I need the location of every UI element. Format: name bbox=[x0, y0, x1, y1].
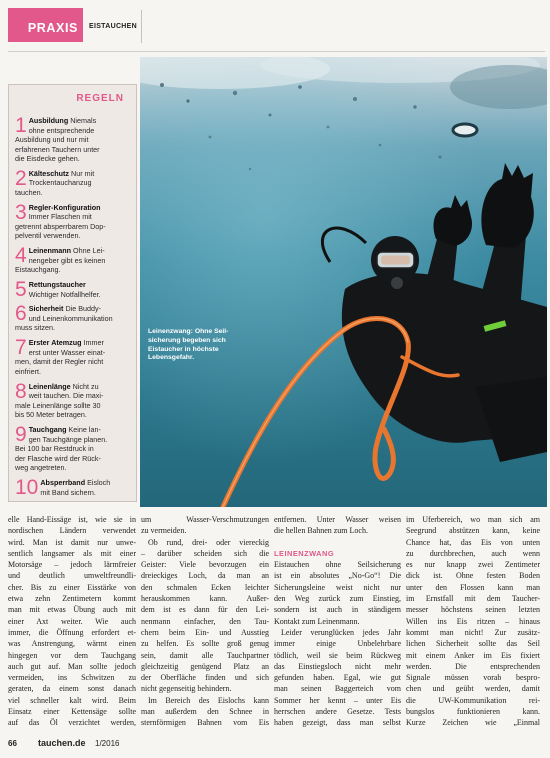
rule-item bbox=[15, 116, 132, 164]
rule-line bbox=[15, 246, 132, 256]
rule-line bbox=[15, 280, 132, 290]
rule-line: erst unter Wasser einat- bbox=[28, 347, 106, 357]
rule-number: 4 bbox=[15, 246, 27, 268]
text-line: sein, damit alle Tauchpartner bbox=[141, 650, 269, 660]
rule-title: Sicherheit bbox=[28, 304, 64, 314]
issue-label: 1/2016 bbox=[95, 739, 120, 748]
text-line: Chance hat, das Eis von unten bbox=[406, 537, 540, 547]
text-line: entfernen. Unter Wasser weisen bbox=[274, 515, 401, 524]
rule-line bbox=[15, 116, 132, 126]
rule-title: Regler-Konfiguration bbox=[28, 202, 101, 212]
rule-line: pelventil verwenden. bbox=[15, 231, 81, 241]
text-line: im Uferbereich, wo man sich am bbox=[406, 515, 540, 524]
rule-line: tauchen. bbox=[15, 187, 43, 197]
text-column-4 bbox=[406, 514, 540, 729]
text-line: elle Hand-Eissäge ist, wie sie in bbox=[8, 515, 136, 524]
text-line: wird. Man ist damit nur unwe- bbox=[8, 537, 136, 547]
rule-line: bis 50 Meter betragen. bbox=[15, 410, 87, 420]
rule-text: Eisloch bbox=[87, 478, 111, 488]
rule-number: 10 bbox=[15, 478, 39, 498]
text-line: haben gezeigt, dass man selbst bbox=[274, 718, 401, 728]
rule-item bbox=[15, 203, 132, 241]
text-line: Geister: Viele bevorzugen ein bbox=[141, 560, 269, 570]
rule-item bbox=[15, 246, 132, 275]
text-line: dem ist es dann für den Lei- bbox=[141, 605, 269, 615]
text-line: was Anstrengung, wärmt einen bbox=[8, 639, 136, 649]
rule-number: 9 bbox=[15, 425, 27, 447]
rule-line bbox=[15, 425, 132, 435]
text-line: es nur knapp zwei Zentimeter bbox=[406, 560, 540, 570]
publication-name: tauchen.de bbox=[38, 738, 86, 748]
ice-hole-marker bbox=[453, 124, 477, 136]
rule-line: gen Tauchgänge planen. bbox=[28, 434, 108, 444]
rule-line: Immer Flaschen mit bbox=[28, 212, 92, 222]
text-line: gefunden haben. Egal, wie gut bbox=[274, 673, 401, 683]
text-line: geraten, da einem sonst danach bbox=[8, 684, 136, 694]
rule-line: weg angetreten. bbox=[15, 463, 67, 473]
text-line: Einsatz einer Kettensäge sollte bbox=[8, 707, 136, 717]
rule-title: Erster Atemzug bbox=[28, 338, 82, 348]
rule-line: die Eisdecke gehen. bbox=[15, 154, 80, 163]
text-line: zu durchbrechen, auch wenn bbox=[406, 548, 540, 558]
rule-item bbox=[15, 425, 132, 473]
text-line: werden. Die entsprechenden bbox=[406, 661, 540, 671]
text-line: mit einem Anker im Eis fixiert bbox=[406, 650, 540, 660]
paragraph bbox=[8, 514, 136, 729]
text-line: dreieckiges Loch, da man an bbox=[141, 571, 269, 581]
rule-text: Die Buddy- bbox=[65, 304, 102, 314]
paragraph bbox=[141, 695, 269, 729]
text-line: Motorsäge – jedoch lärmfreier bbox=[8, 560, 136, 570]
rule-line: und Leinenkommunikation bbox=[28, 313, 113, 323]
header-divider bbox=[141, 10, 142, 43]
rule-line: der Flasche wird der Rück- bbox=[15, 453, 101, 463]
rule-title: Ausbildung bbox=[28, 116, 69, 125]
rule-number: 2 bbox=[15, 168, 27, 190]
paragraph bbox=[141, 514, 269, 537]
text-line: immer, die Öffnung erfordert et- bbox=[8, 627, 136, 637]
rule-number: 5 bbox=[15, 280, 27, 300]
rule-item bbox=[15, 280, 132, 299]
text-line: gleichzeitig genügend Platz an bbox=[141, 661, 269, 671]
text-line: Sommer her kennt – unter Eis bbox=[274, 695, 401, 705]
rule-text: Niemals bbox=[70, 116, 97, 125]
text-line: Kurze Zeichen wie „Einmal bbox=[406, 718, 540, 728]
rule-number: 8 bbox=[15, 381, 27, 403]
text-line: man außerdem den Schnee in bbox=[141, 707, 269, 717]
text-line: etwa zehn Zentimetern kommt bbox=[8, 594, 136, 604]
text-line: die hellen Bahnen zum Loch. bbox=[274, 526, 368, 536]
rule-number: 1 bbox=[15, 116, 27, 137]
rules-box-title: REGELN bbox=[76, 93, 124, 104]
rule-title: Kälteschutz bbox=[28, 168, 70, 178]
section-heading: LEINENZWANG bbox=[274, 548, 335, 558]
text-line: dick ist. Ohne festen Boden bbox=[406, 571, 540, 581]
rule-line: weit tauchen. Die maxi- bbox=[28, 391, 104, 401]
photo-caption bbox=[148, 328, 248, 363]
rule-item bbox=[15, 169, 132, 198]
paragraph bbox=[274, 514, 401, 537]
section-label-box bbox=[8, 8, 83, 42]
text-line: der Oberfläche finden und sich bbox=[141, 673, 269, 683]
text-line: und deutlich umweltfreundli- bbox=[8, 571, 136, 581]
text-line: ist ein absolutes „No-Go“! Die bbox=[274, 571, 401, 581]
rule-number: 6 bbox=[15, 304, 27, 326]
text-line: Im Bereich des Eislochs kann bbox=[148, 695, 269, 705]
rule-number: 7 bbox=[15, 338, 27, 360]
text-line: hingegen vor dem Tauchgang bbox=[8, 650, 136, 660]
text-line: man mit etwas Übung auch mit bbox=[8, 605, 136, 615]
text-line: Ob rund, drei- oder viereckig bbox=[148, 537, 269, 547]
rule-line: Eistauchgang. bbox=[15, 265, 61, 275]
rule-line: einfriert. bbox=[15, 366, 41, 376]
text-line: sentlich langsamer als mit einer bbox=[8, 548, 136, 558]
text-line: Willen ins Eis ritzen – hinaus bbox=[406, 616, 540, 626]
text-line: herrschen andere Gesetze. Tests bbox=[274, 707, 401, 717]
rule-number: 3 bbox=[15, 202, 27, 224]
rule-line: Trockentauchanzug bbox=[28, 178, 92, 188]
text-line: das Einstiegsloch nicht mehr bbox=[274, 661, 401, 671]
text-line: bungslos funktionieren kann. bbox=[406, 707, 540, 717]
caption-line: sicherung begeben sich bbox=[148, 336, 226, 344]
rule-line: Bei 100 bar Restdruck in bbox=[15, 444, 94, 454]
rule-item bbox=[15, 338, 132, 376]
text-line: den Weg zurück zum Einstieg, bbox=[274, 594, 401, 604]
text-line: chen und geübt werden, damit bbox=[406, 684, 540, 694]
text-line: zu vermeiden. bbox=[141, 526, 187, 536]
rule-title: Absperrband bbox=[40, 478, 86, 488]
rule-line bbox=[15, 338, 132, 348]
text-line: cher. Bis zu einer Eisstärke von bbox=[8, 582, 136, 592]
text-line: Kontakt zum Leinenmann. bbox=[274, 616, 360, 626]
rule-item bbox=[15, 304, 132, 333]
rule-line: male Leinenlänge sollte 30 bbox=[15, 400, 101, 410]
text-line: kommt man nicht! Zur zusätz- bbox=[406, 627, 540, 637]
paragraph bbox=[406, 514, 540, 729]
rule-line: ohne entsprechende bbox=[28, 125, 95, 135]
text-line: auch gut auf. Man sollte jedoch bbox=[8, 661, 136, 671]
text-line: – darüber scheiden sich die bbox=[141, 548, 269, 558]
caption-line: Eistaucher in höchste bbox=[148, 345, 219, 353]
rule-item bbox=[15, 478, 132, 497]
caption-line: Leinenzwang: Ohne Seil- bbox=[148, 328, 229, 335]
rule-item bbox=[15, 382, 132, 420]
text-line: man seinen Baggerteich vom bbox=[274, 684, 401, 694]
topic-label: EISTAUCHEN bbox=[89, 23, 137, 30]
text-line: chern beim Ein- und Ausstieg bbox=[141, 627, 269, 637]
text-line: nenmann einfacher, den Tau- bbox=[141, 616, 269, 626]
rule-line bbox=[15, 382, 132, 392]
rule-line bbox=[15, 304, 132, 314]
text-line: nordischen Ländern verwendet bbox=[8, 526, 136, 536]
rules-list bbox=[15, 116, 132, 502]
rule-title: Leinenlänge bbox=[28, 381, 71, 391]
rule-line: nengeber gibt es keinen bbox=[28, 255, 106, 265]
rule-line: Wichtiger Notfallhelfer. bbox=[28, 289, 101, 299]
text-line: auf das Öl verzichtet werden, bbox=[8, 718, 136, 728]
text-line: nicht gegenseitig behindern. bbox=[141, 684, 232, 694]
text-line: Leider verunglücken jedes Jahr bbox=[281, 627, 401, 637]
paragraph bbox=[274, 559, 401, 627]
text-line: Seegrund abstützen kann, keine bbox=[406, 526, 540, 536]
text-line: die UW-Kommunikation rei- bbox=[406, 695, 540, 705]
text-line: herauskommen kann. Außer- bbox=[141, 594, 269, 604]
text-line: immer einige Unbelehrbare bbox=[274, 639, 401, 649]
text-column-3 bbox=[274, 514, 401, 729]
text-line: um Wasser-Verschmutzungen bbox=[141, 515, 269, 524]
text-line: Signale müssen vorab bespro- bbox=[406, 673, 540, 683]
text-line: einer Axt weiter. Wie auch bbox=[8, 616, 136, 626]
paragraph bbox=[141, 537, 269, 695]
header-rule bbox=[8, 51, 545, 52]
text-line: tödlich, weil sie beim Rückweg bbox=[274, 650, 401, 660]
rule-line: getrennt absperrbarem Dop- bbox=[15, 221, 106, 231]
section-label: PRAXIS bbox=[27, 21, 78, 35]
text-line: messer höchstens seinen letzten bbox=[406, 605, 540, 615]
text-line: zu helfen. Es sollte groß genug bbox=[141, 639, 269, 649]
rule-line: mit Band sichern. bbox=[40, 487, 96, 497]
text-line: unter den Flossen kann man bbox=[406, 582, 540, 592]
text-line: sondern ist auch in ständigem bbox=[274, 605, 401, 615]
text-line: im Ernstfall mit dem Taucher- bbox=[406, 594, 540, 604]
caption-line: Lebensgefahr. bbox=[148, 354, 195, 362]
text-line: lichen Sicherheit sollte das Seil bbox=[406, 639, 540, 649]
text-column-1 bbox=[8, 514, 136, 729]
text-line: den schmalen Ecken leichter bbox=[141, 582, 269, 592]
rule-line: muss sitzen. bbox=[15, 323, 55, 333]
rule-text: Nicht zu bbox=[72, 381, 99, 391]
text-line: vermeiden, ins Schwitzen zu bbox=[8, 673, 136, 683]
rule-title: Rettungstaucher bbox=[28, 280, 86, 290]
rule-title: Tauchgang bbox=[28, 425, 67, 435]
rule-text: Keine lan- bbox=[68, 425, 101, 435]
rule-line bbox=[15, 203, 132, 213]
text-line: Sicherungsleine weist nicht nur bbox=[274, 582, 401, 592]
text-line: Eistauchen ohne Seilsicherung bbox=[274, 560, 401, 570]
rule-line: Ausbildung und nur mit bbox=[15, 135, 89, 144]
photo-ice-diver bbox=[140, 57, 547, 507]
text-column-2 bbox=[141, 514, 269, 729]
rule-line: men, damit der Regler nicht bbox=[15, 357, 104, 367]
rule-text: Nur mit bbox=[71, 168, 95, 178]
rule-line: erfahrenen Tauchern unter bbox=[15, 144, 100, 154]
rule-text: Immer bbox=[83, 338, 104, 348]
rule-title: Leinenmann bbox=[28, 246, 72, 256]
photo-illustration bbox=[140, 57, 547, 507]
text-line: sternförmigen Bahnen vom Eis bbox=[141, 718, 269, 728]
paragraph bbox=[274, 627, 401, 729]
page-number: 66 bbox=[8, 739, 17, 748]
rules-box bbox=[8, 84, 137, 502]
text-line: viel schneller kalt wird. Beim bbox=[8, 695, 136, 705]
rule-line bbox=[15, 169, 132, 179]
rule-text: Ohne Lei- bbox=[73, 246, 105, 256]
